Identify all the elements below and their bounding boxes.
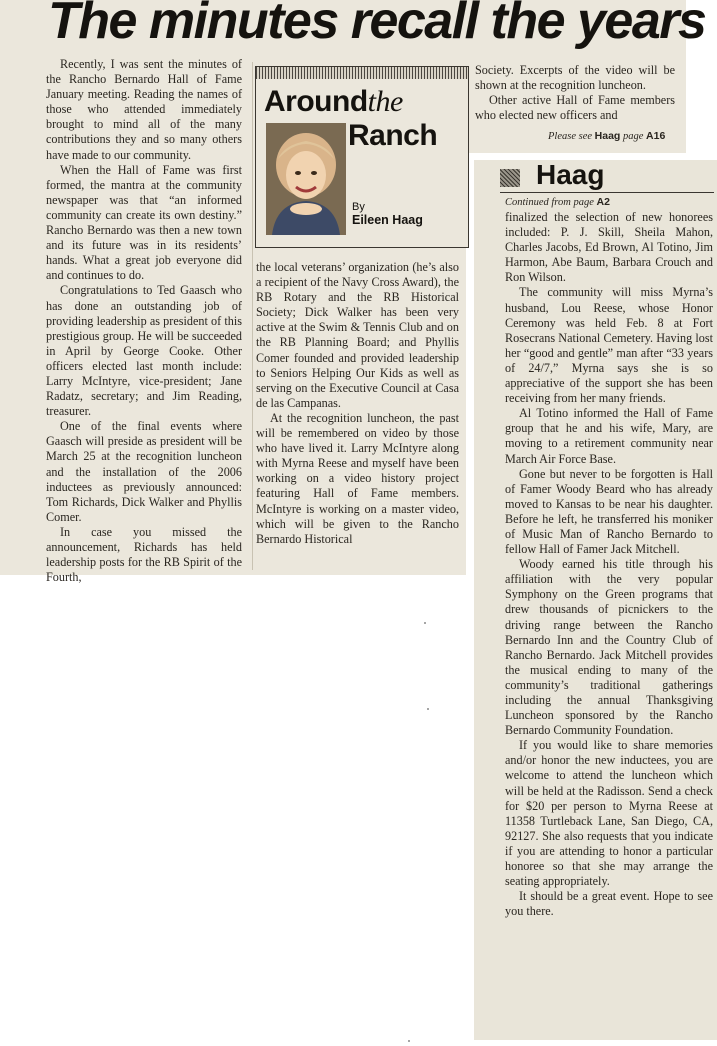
continuation-head (500, 159, 714, 193)
scan-speck (424, 622, 426, 624)
continued-from-line (505, 196, 610, 208)
continued-from-page: A2 (596, 196, 610, 208)
continuation-title: Haag (536, 159, 605, 190)
article-column-3 (475, 63, 675, 123)
column-title-the: the (367, 85, 403, 118)
column-title-line-1 (264, 85, 403, 119)
paragraph: If you would like to share memories and/or honor the new inductees, you are welcome to attend the luncheon which will be held at the Radisson. Send a check for $20 per person to Myrna Reese at 11358 Turtleback Lane, San Diego, CA, 92127. She also requests that you indicate if you are attending to honor a particular honoree so that she may arrange the seating appropriately. (505, 738, 713, 889)
paragraph: It should be a great event. Hope to see you there. (505, 889, 713, 919)
column-divider (252, 62, 253, 570)
paragraph: At the recognition luncheon, the past will be remembered on video by those who have lived it. Larry McIntyre along with Myrna Reese and myself have been working on a video history project featuring Hall of Fame members. McIntyre is working on a master video, which will be given to the Rancho Bernardo Historical (256, 410, 459, 546)
dotted-rule (256, 67, 468, 79)
hatched-bar-icon (500, 169, 520, 187)
paragraph: Recently, I was sent the minutes of the Rancho Bernardo Hall of Fame January meeting. Reading the names of those who attended immediately brought to mind all of the many contributions they and so many others have made to our community. (46, 57, 242, 162)
byline-by: By (352, 201, 365, 213)
continuation-rule (500, 192, 714, 193)
continued-from-text: Continued from page (505, 197, 594, 208)
headline: The minutes recall the years (48, 0, 706, 50)
paragraph: the local veterans’ organization (he’s also a recipient of the Navy Cross Award), the RB Rotary and the RB Historical Society; Dick Walker has been very active at the Swim & Tennis Club and on the RB Planning Board; and Phyllis Comer founded and provided leadership to Seniors Helping Our Kids as well as serving on the Executive Council at Casa de las Campanas. (256, 260, 459, 410)
jump-page-word: page (622, 131, 644, 142)
portrait-photo-icon (266, 123, 346, 235)
author-portrait (266, 123, 346, 235)
article-column-4 (505, 210, 713, 919)
byline-author: Eileen Haag (352, 213, 423, 227)
column-logo-box (255, 66, 469, 248)
paragraph: Society. Excerpts of the video will be shown at the recognition luncheon. (475, 63, 675, 93)
paragraph: In case you missed the announcement, Richards has held leadership posts for the RB Spirit of the Fourth, (46, 524, 242, 585)
paragraph: Other active Hall of Fame members who elected new officers and (475, 93, 675, 123)
paragraph: Woody earned his title through his affiliation with the very popular Symphony on the Green programs that drew thousands of picnickers to the driving range between the Rancho Bernardo Inn and the Country Club of Rancho Bernardo. Jack Mitchell provides the musical ending to many of the community’s traditional gatherings including the annual Thanksgiving Luncheon sponsored by the Rancho Bernardo Community Foundation. (505, 557, 713, 738)
byline (352, 201, 423, 227)
article-column-2 (256, 260, 459, 547)
scan-speck (427, 708, 429, 710)
scan-speck (408, 1040, 410, 1042)
paragraph: finalized the selection of new honorees included: P. J. Skill, Sheila Mahon, Charles Jacobs, Ed Brown, Al Totino, Jim Harmon, Abe Baum, Barbara Crouch and Ron Wilson. (505, 210, 713, 285)
paragraph: Al Totino informed the Hall of Fame group that he and his wife, Mary, are moving to a retirement community near March Air Force Base. (505, 406, 713, 466)
paragraph: The community will miss Myrna’s husband, Lou Reese, whose Honor Ceremony was held Feb. 8 at Fort Rosecrans National Cemetery. Having lost her “good and gentle” man after “33 years of 24/7,” Myrna says she is so appreciative of the support she has been receiving from her many friends. (505, 285, 713, 406)
jump-line (548, 130, 665, 142)
column-title-around: Around (264, 85, 368, 118)
paragraph: Congratulations to Ted Gaasch who has done an outstanding job of providing leadership as president of this prestigious group. He will be succeeded in April by George Cooke. Other officers elected last month include: Larry McIntyre, vice-president; Jane Radatz, secretary; and Jim Reading, treasurer. (46, 283, 242, 419)
column-title-ranch: Ranch (348, 119, 438, 152)
paragraph: One of the final events where Gaasch will preside as president will be March 25 at the recognition luncheon and the installation of the 2006 inductees as previously announced: Tom Richards, Dick Walker and Phyllis Comer. (46, 419, 242, 524)
paragraph: When the Hall of Fame was first formed, the mantra at the community newspaper was that “an informed community can create its own destiny.” Rancho Bernardo was then a new town and its future was in its residents’ hands. What a great job everyone did and continues to do. (46, 162, 242, 283)
paragraph: Gone but never to be forgotten is Hall of Famer Woody Beard who has already moved to Kansas to be near his daughter. Before he left, he transferred his moniker of Music Man of Rancho Bernardo to fellow Hall of Famer Jack Mitchell. (505, 466, 713, 557)
article-column-1 (46, 57, 242, 585)
jump-page: A16 (646, 130, 666, 142)
jump-name: Haag (594, 130, 621, 142)
jump-prefix: Please see (548, 131, 593, 142)
